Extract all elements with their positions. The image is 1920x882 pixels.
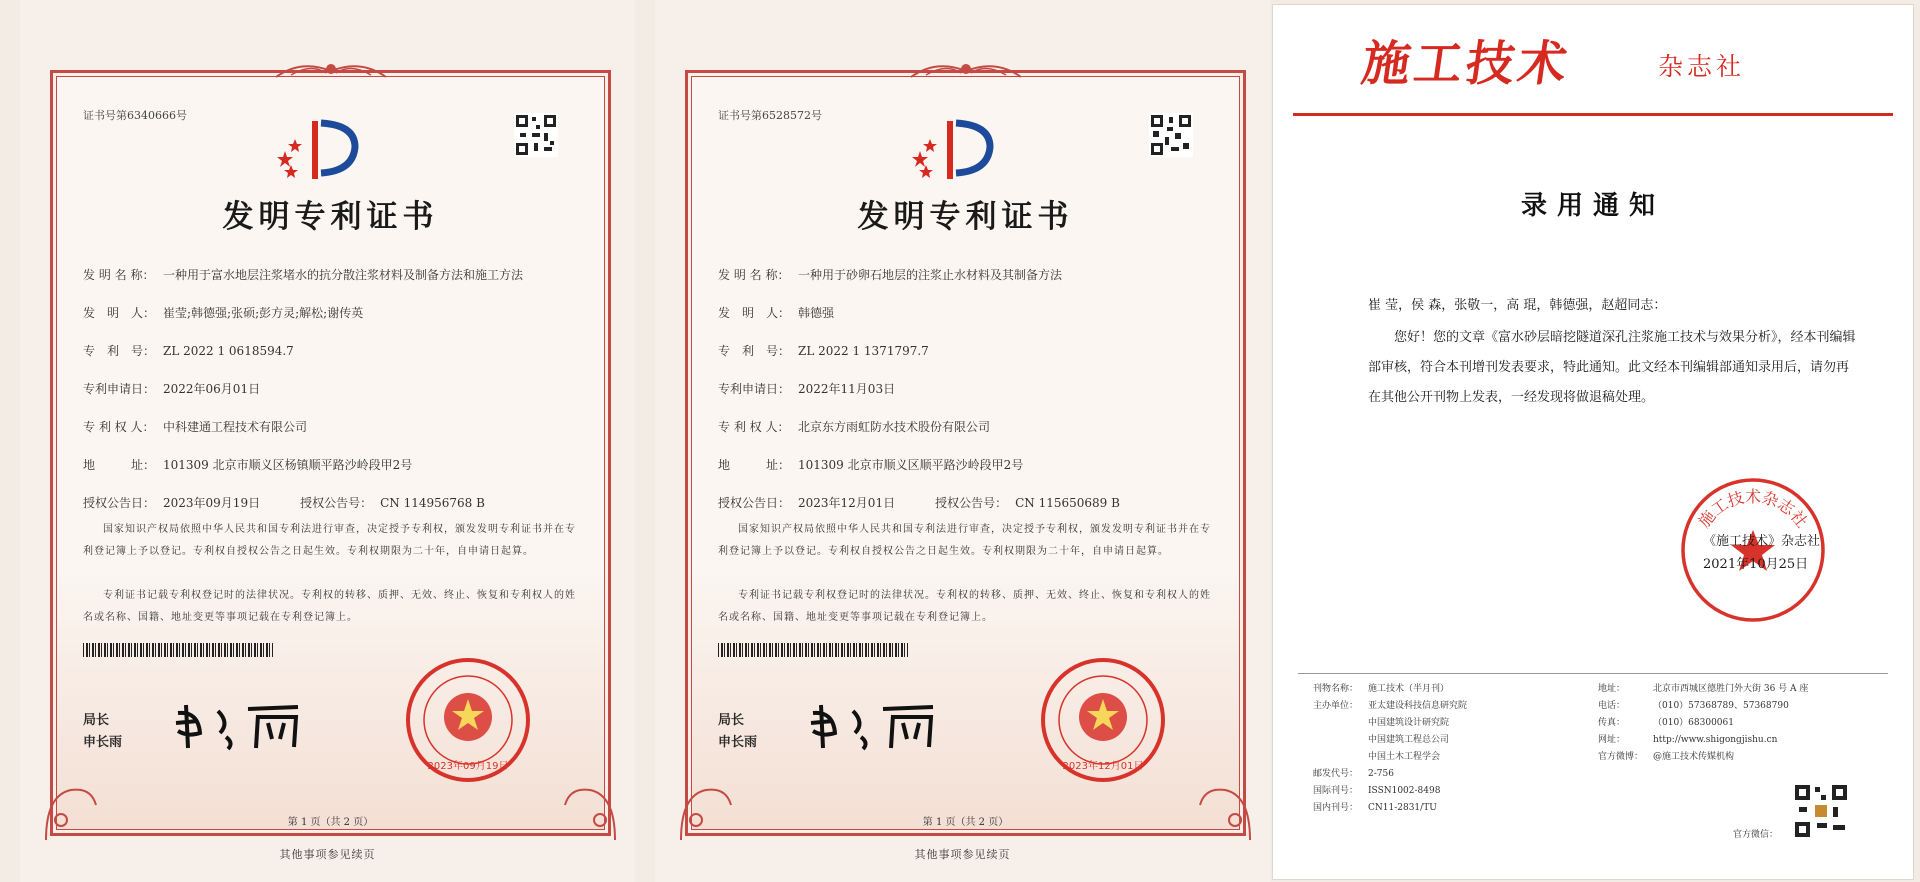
field-row: 授权公告日： 2023年09月19日 授权公告号： CN 114956768 B	[83, 496, 485, 510]
seal-text: 施工技术杂志社	[1694, 487, 1812, 532]
signature-icon	[168, 693, 308, 753]
invention-name: 一种用于富水地层注浆堵水的抗分散注浆材料及制备方法和施工方法	[163, 268, 524, 282]
field-row: 地 址： 101309 北京市顺义区杨镇顺平路沙岭段甲2号	[83, 458, 413, 472]
qr-code-icon	[1149, 113, 1193, 157]
corner-ornament-icon	[41, 775, 101, 845]
signing-organization: 《施工技术》杂志社	[1703, 534, 1821, 549]
barcode	[83, 643, 273, 657]
address: 101309 北京市顺义区顺平路沙岭段甲2号	[798, 458, 1024, 472]
patent-number: ZL 2022 1 1371797.7	[798, 344, 929, 358]
info-row: 中国建筑设计研究院	[1368, 718, 1450, 728]
cnipa-logo-icon	[910, 113, 1010, 183]
certificate-number: 证书号第6528572号	[718, 109, 822, 122]
cnipa-logo-icon	[275, 113, 375, 183]
info-row: 中国土木工程学会	[1368, 752, 1441, 762]
official-account-label: 官方微信：	[1733, 830, 1779, 840]
application-date: 2022年06月01日	[163, 382, 261, 396]
info-row: 网址： http://www.shigongjishu.cn	[1598, 735, 1778, 745]
notice-body	[1368, 291, 1858, 413]
field-row: 发 明 名 称： 一种用于砂卵石地层的注浆止水材料及其制备方法	[718, 268, 1063, 282]
footer-divider	[1298, 673, 1888, 674]
notice-text: 您好！您的文章《富水砂层暗挖隧道深孔注浆施工技术与效果分析》，经本刊编辑部审核，符合本刊增刊发表要求，特此通知。此文经本刊编辑部通知录用后，请勿再在其他公开刊物上发表，一经发现将做退稿处理。	[1368, 330, 1856, 405]
patentee: 中科建通工程技术有限公司	[163, 420, 308, 434]
page-number: 第 1 页（共 2 页）	[922, 817, 1009, 828]
legal-paragraph-1: 国家知识产权局依照中华人民共和国专利法进行审查，决定授予专利权，颁发发明专利证书并在专利登记簿上予以登记。专利权自授权公告之日起生效。专利权期限为二十年，自申请日起算。	[83, 524, 576, 557]
address: 101309 北京市顺义区杨镇顺平路沙岭段甲2号	[163, 458, 413, 472]
seal-date: 2023年09月19日	[427, 761, 509, 772]
ornament-icon	[271, 59, 391, 81]
magazine-suffix: 杂志社	[1658, 52, 1746, 81]
field-row: 发 明 名 称： 一种用于富水地层注浆堵水的抗分散注浆材料及制备方法和施工方法	[83, 268, 524, 282]
certificate-number: 证书号第6340666号	[83, 109, 187, 122]
contact-info	[1598, 681, 1808, 766]
patent-certificate-1	[20, 0, 635, 882]
info-row: 地址： 北京市西城区德胜门外大街 36 号 A 座	[1598, 684, 1809, 694]
certificate-frame	[685, 70, 1246, 836]
corner-ornament-icon	[1195, 775, 1255, 845]
grant-date: 2023年12月01日	[798, 496, 896, 510]
patentee: 北京东方雨虹防水技术股份有限公司	[798, 420, 991, 434]
info-row: 电话： （010）57368789、57368790	[1598, 701, 1789, 711]
legal-paragraph-2: 专利证书记载专利权登记时的法律状况。专利权的转移、质押、无效、终止、恢复和专利权人的姓名或名称、国籍、地址变更等事项记载在专利登记簿上。	[83, 590, 576, 623]
info-row: 邮发代号： 2-756	[1313, 769, 1394, 779]
wechat-qr-code-icon	[1793, 783, 1849, 839]
director-title: 局长	[83, 713, 110, 728]
footnote: 其他事项参见续页	[914, 848, 1011, 861]
publication-info	[1313, 681, 1467, 817]
info-row: 传真： （010）68300061	[1598, 718, 1734, 728]
director-name: 申长雨	[718, 735, 758, 750]
magazine-name: 施工技术	[1358, 36, 1575, 92]
ornament-icon	[906, 59, 1026, 81]
inventors: 韩德强	[798, 306, 835, 320]
page-number: 第 1 页（共 2 页）	[287, 817, 374, 828]
signature-icon	[803, 693, 943, 753]
info-row: 国内刊号： CN11-2831/TU	[1313, 803, 1437, 813]
official-seal-icon	[1038, 655, 1168, 785]
field-row: 专 利 权 人： 北京东方雨虹防水技术股份有限公司	[718, 420, 991, 434]
field-row: 发 明 人： 崔莹;韩德强;张硕;彭方灵;解松;谢传英	[83, 306, 364, 320]
qr-code-icon	[514, 113, 558, 157]
certificate-fields	[83, 265, 588, 531]
director-name: 申长雨	[83, 735, 123, 750]
field-row: 专 利 权 人： 中科建通工程技术有限公司	[83, 420, 308, 434]
notice-paper	[1272, 4, 1914, 880]
info-row: 主办单位： 亚太建设科技信息研究院	[1313, 701, 1468, 711]
field-row: 发 明 人： 韩德强	[718, 306, 835, 320]
field-row: 授权公告日： 2023年12月01日 授权公告号： CN 115650689 B	[718, 496, 1120, 510]
notice-title: 录用通知	[1520, 191, 1665, 221]
magazine-seal-icon	[1678, 475, 1828, 625]
inventors: 崔莹;韩德强;张硕;彭方灵;解松;谢传英	[163, 306, 364, 320]
acceptance-notice	[1270, 0, 1920, 882]
signing-date: 2021年10月25日	[1703, 557, 1809, 572]
field-row: 专 利 号： ZL 2022 1 0618594.7	[83, 344, 294, 358]
corner-ornament-icon	[676, 775, 736, 845]
application-date: 2022年11月03日	[798, 382, 896, 396]
director-title: 局长	[718, 713, 745, 728]
info-row: 官方微博： @施工技术传媒机构	[1598, 752, 1735, 762]
corner-ornament-icon	[560, 775, 620, 845]
legal-paragraph-2: 专利证书记载专利权登记时的法律状况。专利权的转移、质押、无效、终止、恢复和专利权人的姓名或名称、国籍、地址变更等事项记载在专利登记簿上。	[718, 590, 1211, 623]
legal-paragraph-1: 国家知识产权局依照中华人民共和国专利法进行审查，决定授予专利权，颁发发明专利证书并在专利登记簿上予以登记。专利权自授权公告之日起生效。专利权期限为二十年，自申请日起算。	[718, 524, 1211, 557]
info-row: 中国建筑工程总公司	[1368, 735, 1450, 745]
footnote: 其他事项参见续页	[279, 848, 376, 861]
grant-number: CN 115650689 B	[1015, 496, 1120, 510]
field-row: 地 址： 101309 北京市顺义区顺平路沙岭段甲2号	[718, 458, 1024, 472]
barcode	[718, 643, 908, 657]
patent-number: ZL 2022 1 0618594.7	[163, 344, 294, 358]
field-row: 专利申请日： 2022年11月03日	[718, 382, 896, 396]
greeting: 崔 莹，侯 森，张敬一，高 琨，韩德强，赵超同志：	[1368, 298, 1667, 313]
official-seal-icon	[403, 655, 533, 785]
certificate-fields	[718, 265, 1223, 531]
seal-date: 2023年12月01日	[1062, 761, 1144, 772]
info-row: 刊物名称： 施工技术（半月刊）	[1313, 684, 1450, 694]
grant-date: 2023年09月19日	[163, 496, 261, 510]
patent-certificate-2	[655, 0, 1270, 882]
invention-name: 一种用于砂卵石地层的注浆止水材料及其制备方法	[798, 268, 1063, 282]
info-row: 国际刊号： ISSN1002-8498	[1313, 786, 1441, 796]
header-divider	[1293, 113, 1893, 116]
certificate-frame	[50, 70, 611, 836]
field-row: 专利申请日： 2022年06月01日	[83, 382, 261, 396]
certificate-title: 发明专利证书	[857, 199, 1074, 235]
field-row: 专 利 号： ZL 2022 1 1371797.7	[718, 344, 929, 358]
grant-number: CN 114956768 B	[380, 496, 485, 510]
certificate-title: 发明专利证书	[222, 199, 439, 235]
